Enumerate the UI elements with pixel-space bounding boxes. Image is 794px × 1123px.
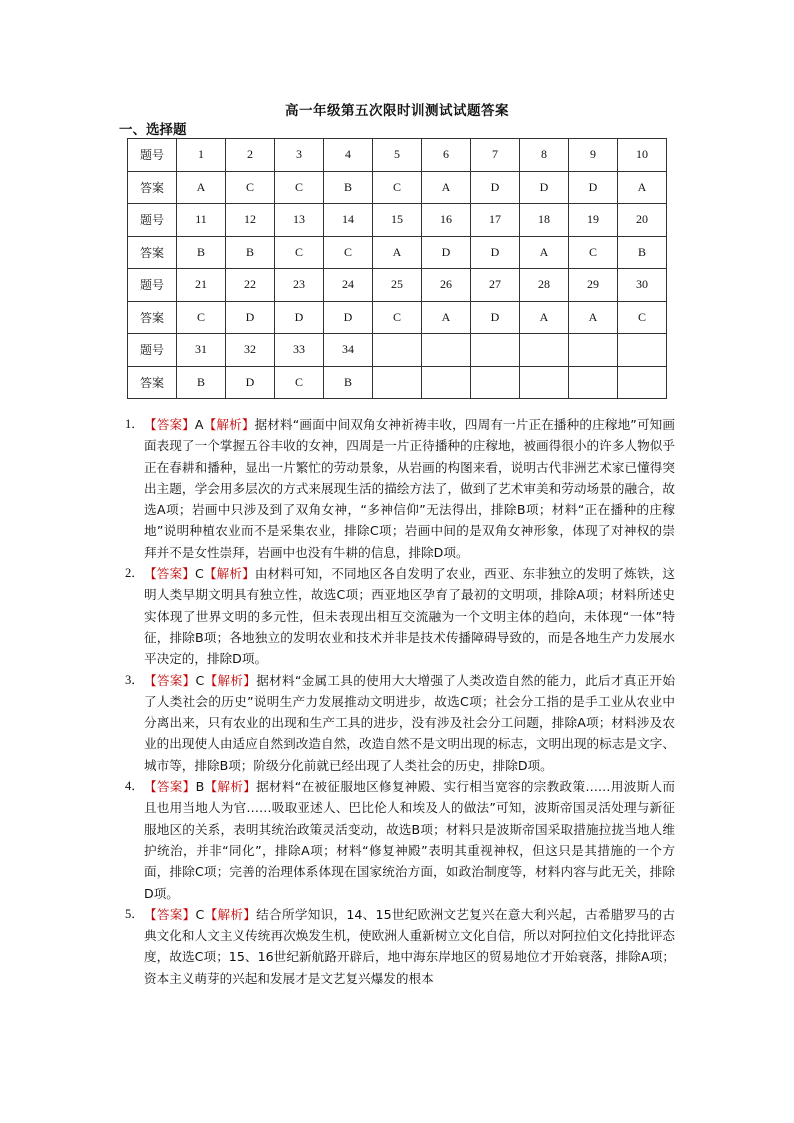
table-cell: 16: [422, 204, 471, 237]
analysis-tag: 【解析】: [203, 566, 255, 582]
table-cell: [422, 334, 471, 367]
table-cell: D: [520, 171, 569, 204]
page-title: 高一年级第五次限时训测试试题答案: [285, 103, 509, 119]
table-cell: C: [618, 301, 667, 334]
table-cell: C: [177, 301, 226, 334]
table-cell: 33: [275, 334, 324, 367]
table-cell: C: [373, 171, 422, 204]
explanation-text: 据材料“金属工具的使用大大增强了人类改造自然的能力，此后才真正开始了人类社会的历史”说明生产力发展推动文明进步，故选C项；社会分工指的是手工业从农业中分离出来，只有农业的出现和生产工具的进步，没有涉及社会分工问题，排除A项；材料涉及农业的出现使人由适应自然到改造自然，改造自然不是文明出现的标志，文明出现的标志是文字、城市等，排除B项；阶级分化前就已经出现了人类社会的历史，排除D项。: [144, 672, 676, 773]
table-cell: 17: [471, 204, 520, 237]
table-cell: B: [177, 236, 226, 269]
answer-letter: C: [194, 566, 204, 582]
table-cell: B: [324, 171, 373, 204]
table-cell: D: [226, 366, 275, 399]
table-cell: D: [226, 301, 275, 334]
row-label: 答案: [128, 366, 177, 399]
analysis-tag: 【解析】: [204, 779, 257, 795]
table-cell: 30: [618, 269, 667, 302]
table-cell: 15: [373, 204, 422, 237]
answer-tag: 【答案】: [144, 566, 195, 582]
analysis-tag: 【解析】: [204, 906, 257, 922]
question-number-row: [128, 269, 667, 302]
table-cell: 23: [275, 269, 324, 302]
table-cell: [471, 334, 520, 367]
answer-row: [128, 366, 667, 399]
table-cell: C: [373, 301, 422, 334]
explanation-number: 5．: [125, 906, 144, 921]
table-cell: B: [177, 366, 226, 399]
table-cell: 31: [177, 334, 226, 367]
table-cell: 8: [520, 139, 569, 172]
table-cell: [422, 366, 471, 399]
table-cell: 11: [177, 204, 226, 237]
table-cell: C: [275, 171, 324, 204]
table-cell: 27: [471, 269, 520, 302]
table-cell: [618, 334, 667, 367]
table-cell: [520, 334, 569, 367]
table-cell: C: [275, 236, 324, 269]
row-label: 答案: [128, 301, 177, 334]
answer-row: [128, 171, 667, 204]
row-label: 题号: [128, 139, 177, 172]
table-cell: C: [226, 171, 275, 204]
table-cell: A: [177, 171, 226, 204]
row-label: 答案: [128, 236, 177, 269]
analysis-tag: 【解析】: [204, 672, 257, 688]
answer-tag: 【答案】: [144, 906, 196, 922]
answer-row: [128, 301, 667, 334]
table-cell: 13: [275, 204, 324, 237]
row-label: 答案: [128, 171, 177, 204]
table-cell: B: [226, 236, 275, 269]
table-cell: [520, 366, 569, 399]
explanation-number: 2．: [125, 566, 144, 581]
table-cell: 3: [275, 139, 324, 172]
answer-letter: B: [195, 779, 205, 795]
analysis-tag: 【解析】: [203, 417, 255, 432]
table-cell: 34: [324, 334, 373, 367]
explanation-number: 3．: [125, 672, 144, 687]
table-cell: 22: [226, 269, 275, 302]
explanation-item: [125, 414, 675, 563]
explanation-text: 据材料“画面中间双角女神祈祷丰收，四周有一片正在播种的庄稼地”可知画面表现了一个掌握五谷丰收的女神，四周是一片正待播种的庄稼地，被画得很小的许多人物似乎正在春耕和播种，显出一片繁忙的劳动景象，从岩画的构图来看，说明古代非洲艺术家已懂得突出主题，学会用多层次的方式来展现生活的描绘方法了，做到了艺术审美和劳动场景的融合，故选A项；岩画中只涉及到了双角女神，“多神信仰”无法得出，排除B项；材料“正在播种的庄稼地”说明种植农业而不是采集农业，排除C项；岩画中间的是双角女神形象，体现了对神权的崇拜并不是女性崇拜，岩画中也没有牛耕的信息，排除D项。: [144, 417, 675, 560]
table-cell: A: [569, 301, 618, 334]
table-cell: A: [520, 301, 569, 334]
explanation-item: [125, 670, 675, 776]
table-cell: 29: [569, 269, 618, 302]
explanation-number: 4．: [125, 779, 144, 794]
explanation-item: [125, 776, 675, 904]
table-cell: A: [373, 236, 422, 269]
table-cell: 26: [422, 269, 471, 302]
table-cell: 32: [226, 334, 275, 367]
answer-letter: C: [195, 906, 205, 922]
table-cell: 20: [618, 204, 667, 237]
explanation-item: [125, 563, 675, 669]
table-cell: D: [569, 171, 618, 204]
table-cell: 24: [324, 269, 373, 302]
table-cell: 21: [177, 269, 226, 302]
table-cell: 7: [471, 139, 520, 172]
table-cell: [569, 334, 618, 367]
table-cell: 6: [422, 139, 471, 172]
table-cell: [471, 366, 520, 399]
answer-row: [128, 236, 667, 269]
question-number-row: [128, 139, 667, 172]
table-cell: 9: [569, 139, 618, 172]
table-cell: B: [618, 236, 667, 269]
row-label: 题号: [128, 334, 177, 367]
table-cell: A: [422, 171, 471, 204]
table-cell: 10: [618, 139, 667, 172]
explanation-text: 由材料可知，不同地区各自发明了农业，西亚、东非独立的发明了炼铁，这明人类早期文明具有独立性，故选C项；西亚地区孕育了最初的文明项，排除A项；材料所述史实体现了世界文明的多元性，但未表现出相互交流融为一个文明主体的趋向，未体现“一体”特征，排除B项；各地独立的发明农业和技术并非是技术传播障碍导致的，而是各地生产力发展水平决定的，排除D项。: [144, 566, 676, 667]
answer-tag: 【答案】: [144, 672, 196, 688]
answer-letter: C: [195, 672, 205, 688]
table-cell: [569, 366, 618, 399]
table-cell: 1: [177, 139, 226, 172]
table-cell: [618, 366, 667, 399]
table-cell: D: [422, 236, 471, 269]
explanation-number: 1．: [125, 417, 144, 431]
explanation-text: 据材料“在被征服地区修复神殿、实行相当宽容的宗教政策……用波斯人而且也用当地人为官……吸取亚述人、巴比伦人和埃及人的做法”可知，波斯帝国灵活处理与新征服地区的关系，表明其统治政策灵活变动，故选B项；材料只是波斯帝国采取措施拉拢当地人维护统治，并非“同化”，排除A项；材料“修复神殿”表明其重视神权，但这只是其措施的一个方面，排除C项；完善的治理体系体现在国家统治方面，如政治制度等，材料内容与此无关，排除D项。: [144, 779, 676, 901]
table-cell: D: [324, 301, 373, 334]
explanation-item: [125, 904, 675, 989]
section-heading: 一、选择题: [119, 122, 187, 138]
table-cell: C: [275, 366, 324, 399]
answer-tag: 【答案】: [144, 417, 195, 432]
table-cell: 5: [373, 139, 422, 172]
table-cell: D: [471, 171, 520, 204]
table-cell: 18: [520, 204, 569, 237]
answer-tag: 【答案】: [144, 779, 196, 795]
table-cell: 28: [520, 269, 569, 302]
answer-letter: A: [194, 417, 204, 432]
table-cell: A: [618, 171, 667, 204]
table-cell: 19: [569, 204, 618, 237]
table-cell: 12: [226, 204, 275, 237]
table-cell: 4: [324, 139, 373, 172]
table-cell: C: [324, 236, 373, 269]
explanation-text: 结合所学知识，14、15世纪欧洲文艺复兴在意大利兴起，古希腊罗马的古典文化和人文主义传统再次焕发生机，使欧洲人重新树立文化自信，所以对阿拉伯文化持批评态度，故选C项；15、16世纪新航路开辟后，地中海东岸地区的贸易地位才开始衰落，排除A项；资本主义萌芽的兴起和发展才是文艺复兴爆发的根本: [144, 906, 676, 986]
table-cell: 2: [226, 139, 275, 172]
table-cell: D: [471, 301, 520, 334]
answer-table: [127, 138, 667, 399]
table-cell: A: [520, 236, 569, 269]
table-cell: C: [569, 236, 618, 269]
table-cell: 25: [373, 269, 422, 302]
table-cell: B: [324, 366, 373, 399]
table-cell: D: [275, 301, 324, 334]
explanation-list: [125, 414, 675, 989]
question-number-row: [128, 204, 667, 237]
table-cell: [373, 366, 422, 399]
table-cell: A: [422, 301, 471, 334]
row-label: 题号: [128, 204, 177, 237]
question-number-row: [128, 334, 667, 367]
table-cell: [373, 334, 422, 367]
table-cell: 14: [324, 204, 373, 237]
table-cell: D: [471, 236, 520, 269]
row-label: 题号: [128, 269, 177, 302]
